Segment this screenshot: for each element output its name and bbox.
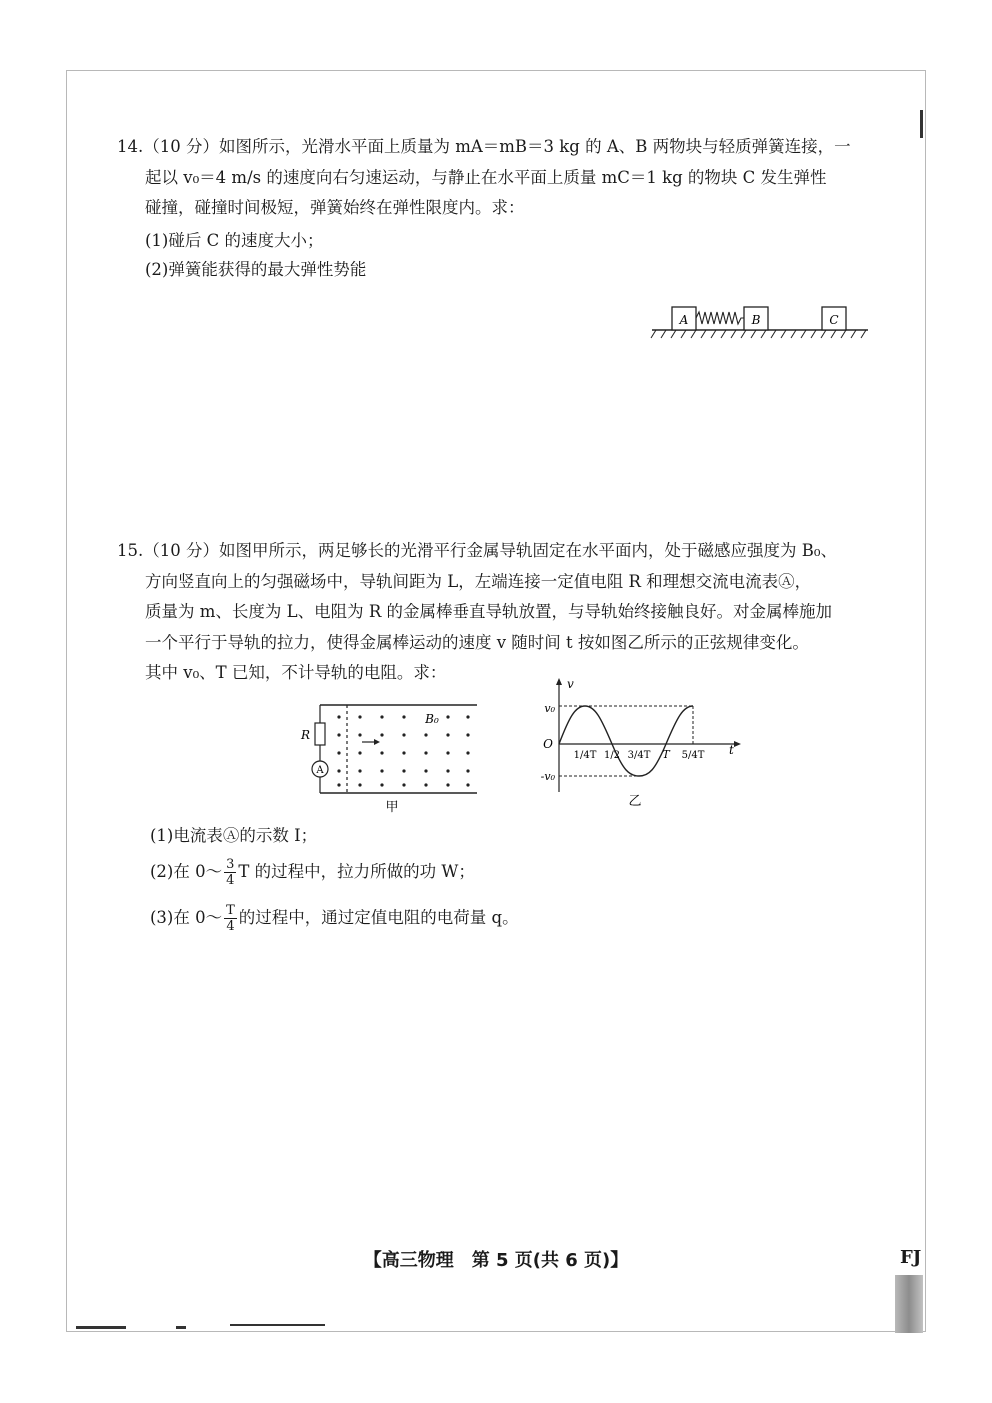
question-14 [117, 132, 851, 224]
sine-curve [559, 706, 693, 776]
v-axis-label: v [567, 677, 574, 691]
scan-mark [230, 1324, 325, 1326]
block-a-label: A [679, 313, 689, 327]
tick-quarter-t: 1/4T [573, 750, 597, 761]
q14-line: 14.（10 分）如图所示，光滑水平面上质量为 mA＝mB＝3 kg 的 A、B 两物块与轻质弹簧连接，一 [117, 137, 851, 156]
spring [696, 312, 744, 324]
tick-half-t: 1/2 [603, 750, 621, 761]
fraction-3-4 [224, 857, 236, 888]
scan-shadow [895, 1275, 923, 1333]
q14-figure [650, 300, 872, 345]
q15-sub2 [150, 857, 475, 888]
field-label: B₀ [425, 712, 439, 726]
fraction-denominator: 4 [226, 873, 235, 888]
fraction-numerator: T [226, 903, 235, 918]
fig-yi-caption: 乙 [628, 794, 642, 809]
fraction-t-4 [224, 903, 237, 934]
origin-label: O [543, 737, 553, 751]
q15-sub2-suffix: T 的过程中，拉力所做的功 W； [238, 862, 475, 881]
tick-t: T [662, 748, 670, 761]
q15-sub1: (1)电流表Ⓐ的示数 I； [150, 826, 318, 845]
field-dots [337, 715, 469, 786]
neg-v0-label: -v₀ [540, 770, 555, 783]
q15-sub3-prefix: (3)在 0～ [150, 908, 223, 927]
question-15 [117, 536, 837, 689]
fig-jia-caption: 甲 [385, 800, 399, 815]
q15-line: 其中 v₀、T 已知，不计导轨的电阻。求： [145, 663, 447, 682]
block-c-label: C [829, 313, 839, 327]
resistor [315, 723, 325, 745]
q15-line: 15.（10 分）如图甲所示，两足够长的光滑平行金属导轨固定在水平面内，处于磁感应强度为 B₀、 [117, 541, 837, 560]
scan-mark [176, 1326, 186, 1329]
figure-jia [300, 695, 490, 815]
tick-five-quarter-t: 5/4T [681, 750, 705, 761]
q15-sub2-prefix: (2)在 0～ [150, 862, 223, 881]
t-axis-label: t [729, 743, 734, 757]
q15-sub3 [150, 903, 519, 934]
q15-line: 质量为 m、长度为 L、电阻为 R 的金属棒垂直导轨放置，与导轨始终接触良好。对金属棒施加 [145, 602, 833, 621]
q14-sub2: (2)弹簧能获得的最大弹性势能 [145, 260, 367, 279]
block-b-label: B [751, 313, 761, 327]
q14-line: 起以 v₀＝4 m/s 的速度向右匀速运动，与静止在水平面上质量 mC＝1 kg 的物块 C 发生弹性 [145, 167, 827, 187]
page-footer: 【高三物理 第 5 页(共 6 页)】 [363, 1250, 629, 1271]
scan-mark [920, 110, 923, 138]
scan-mark [76, 1326, 126, 1329]
q14-line: 碰撞，碰撞时间极短，弹簧始终在弹性限度内。求： [145, 198, 525, 217]
fraction-denominator: 4 [226, 919, 235, 934]
q15-line: 方向竖直向上的匀强磁场中，导轨间距为 L，左端连接一定值电阻 R 和理想交流电流表Ⓐ， [145, 571, 812, 591]
q14-sub1: (1)碰后 C 的速度大小； [145, 231, 324, 250]
q15-line: 一个平行于导轨的拉力，使得金属棒运动的速度 v 随时间 t 按如图乙所示的正弦规律变化。 [145, 632, 809, 652]
resistor-label: R [300, 728, 310, 742]
figure-yi [525, 672, 750, 812]
tick-three-quarter-t: 3/4T [627, 750, 651, 761]
q15-sub3-suffix: 的过程中，通过定值电阻的电荷量 q。 [238, 908, 519, 927]
v0-label: v₀ [544, 702, 555, 715]
fraction-numerator: 3 [226, 857, 235, 872]
corner-code: FJ [900, 1247, 922, 1268]
ammeter-label: A [316, 765, 324, 776]
